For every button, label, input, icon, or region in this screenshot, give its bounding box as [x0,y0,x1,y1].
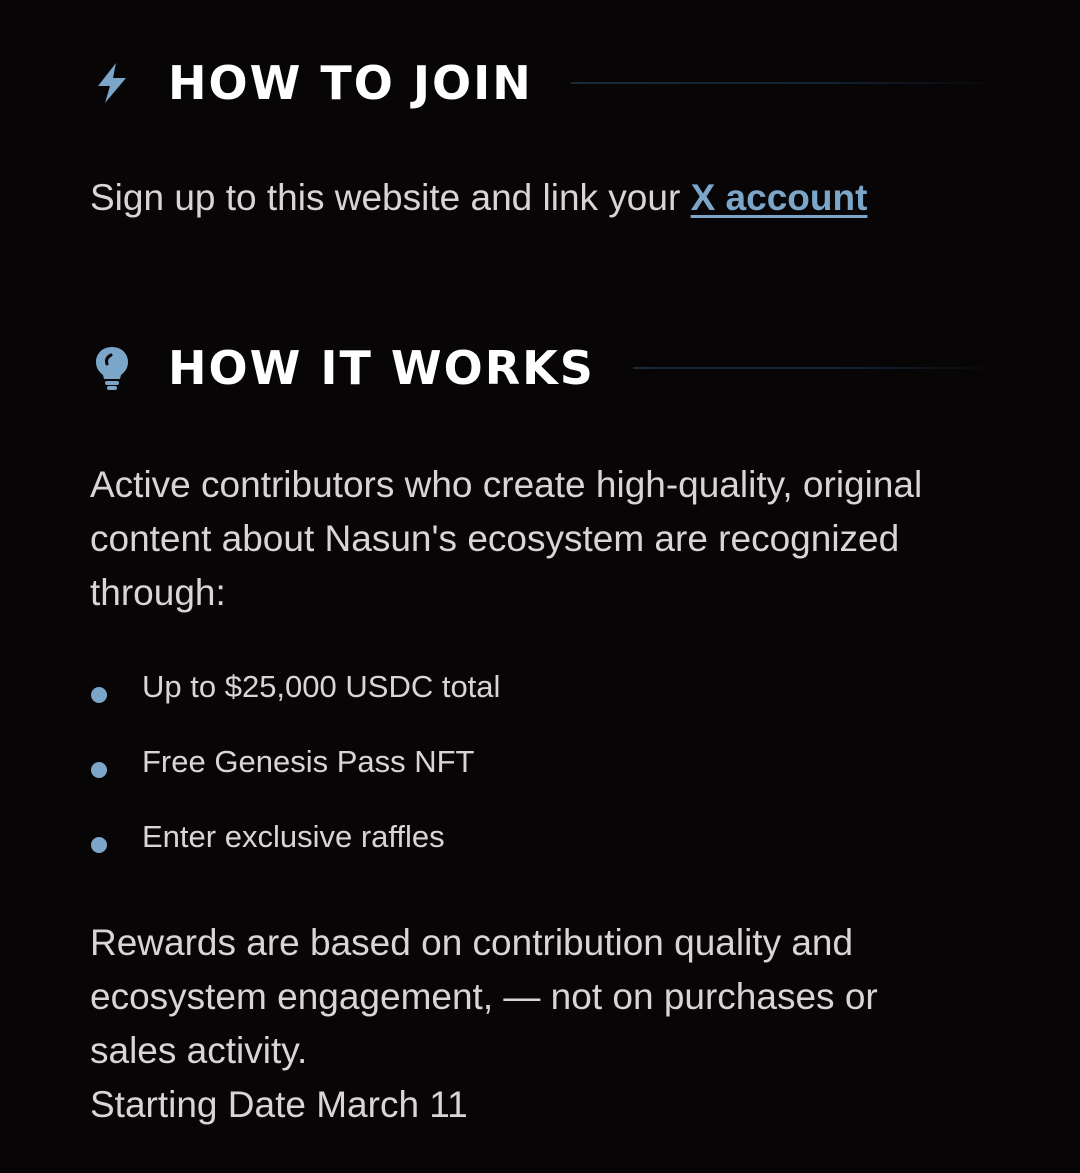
list-item [90,660,500,735]
list-item [90,735,500,810]
rewards-note: Rewards are based on contribution quality and ecosystem engagement, — not on purchases or sales activity. [90,922,878,1071]
bullet-dot-icon [91,762,107,778]
section-title: HOW IT WORKS [168,341,595,395]
lightning-bolt-icon [90,61,134,105]
how-it-works-intro: Active contributors who create high-quality, original content about Nasun's ecosystem are recognized through: [90,464,923,613]
rewards-info [90,916,970,1132]
header-divider [633,367,1003,369]
benefit-text: Enter exclusive raffles [142,819,445,854]
how-to-join-header [90,56,1001,110]
bullet-dot-icon [91,837,107,853]
benefit-text: Up to $25,000 USDC total [142,669,501,704]
join-text: Sign up to this website and link your [90,177,691,218]
x-account-link[interactable]: X account [690,177,868,218]
benefits-list [90,660,500,885]
section-title: HOW TO JOIN [168,56,533,110]
list-item [90,810,500,885]
lightbulb-icon [90,346,134,390]
how-it-works-header [90,341,1003,395]
join-instructions [90,171,990,225]
benefit-text: Free Genesis Pass NFT [142,744,475,779]
bullet-dot-icon [91,687,107,703]
header-divider [571,82,1001,84]
start-date: Starting Date March 11 [90,1084,468,1125]
